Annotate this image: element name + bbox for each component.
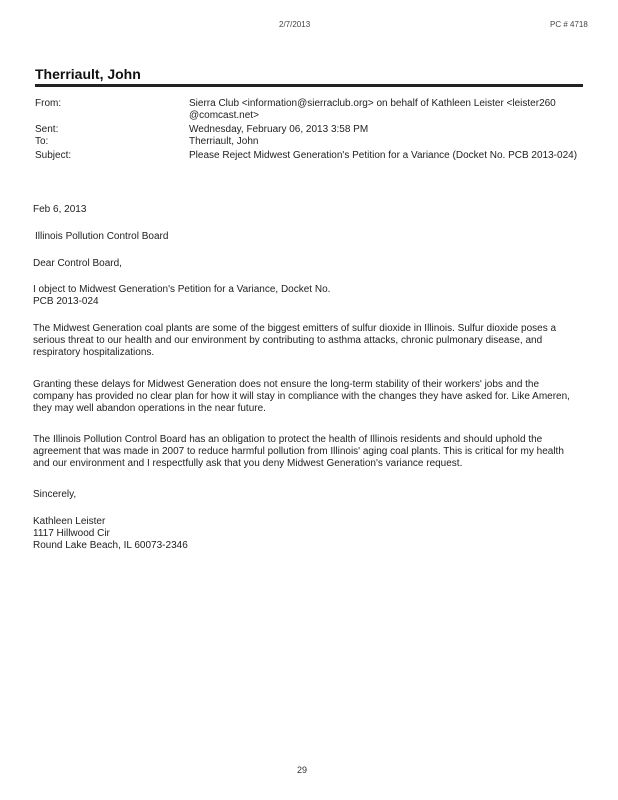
to-label: To:	[35, 136, 49, 147]
from-value-continued: @comcast.net>	[189, 110, 259, 121]
body-paragraph-2: Granting these delays for Midwest Generation does not ensure the long-term stability of their workers' jobs and the company has provided no clear plan for how it will stay in compliance with the changes they have asked for. Like Ameren, they may well abandon operations in the near future.	[33, 379, 570, 414]
sent-value: Wednesday, February 06, 2013 3:58 PM	[189, 124, 369, 135]
from-value: Sierra Club <information@sierraclub.org> on behalf of Kathleen Leister <leister260	[189, 98, 556, 109]
header-document-code: PC # 4718	[550, 20, 588, 29]
letter-greeting: Dear Control Board,	[33, 258, 122, 269]
body-paragraph-1: The Midwest Generation coal plants are some of the biggest emitters of sulfur dioxide in Illinois. Sulfur dioxide poses a serious threat to our health and our environment by contributing to asthma attacks, chronic pulmonary disease, and respiratory hospitalizations.	[33, 323, 557, 358]
from-label: From:	[35, 98, 62, 109]
header-divider	[35, 84, 583, 87]
subject-label: Subject:	[35, 150, 72, 161]
objection-line-2: PCB 2013-024	[33, 296, 99, 307]
to-value: Therriault, John	[189, 136, 259, 147]
subject-value: Please Reject Midwest Generation's Petition for a Variance (Docket No. PCB 2013-024)	[189, 150, 578, 161]
letter-closing: Sincerely,	[33, 489, 77, 500]
signature-address-line-2: Round Lake Beach, IL 60073-2346	[33, 540, 188, 551]
signature-address-line-1: 1117 Hillwood Cir	[33, 528, 110, 539]
signature-name: Kathleen Leister	[33, 516, 106, 527]
header-date: 2/7/2013	[279, 20, 311, 29]
mailbox-owner-name: Therriault, John	[35, 66, 141, 82]
sent-label: Sent:	[35, 124, 59, 135]
letter-recipient: Illinois Pollution Control Board	[35, 231, 169, 242]
objection-line-1: I object to Midwest Generation's Petition for a Variance, Docket No.	[33, 284, 331, 295]
page-number: 29	[297, 765, 308, 775]
letter-date: Feb 6, 2013	[33, 204, 87, 215]
body-paragraph-3: The Illinois Pollution Control Board has an obligation to protect the health of Illinois residents and should uphold the agreement that was made in 2007 to reduce harmful pollution from Illinois' aging coal plants. This is critical for my health and our environment and I respectfully ask that you deny Midwest Generation's variance request.	[33, 434, 564, 469]
